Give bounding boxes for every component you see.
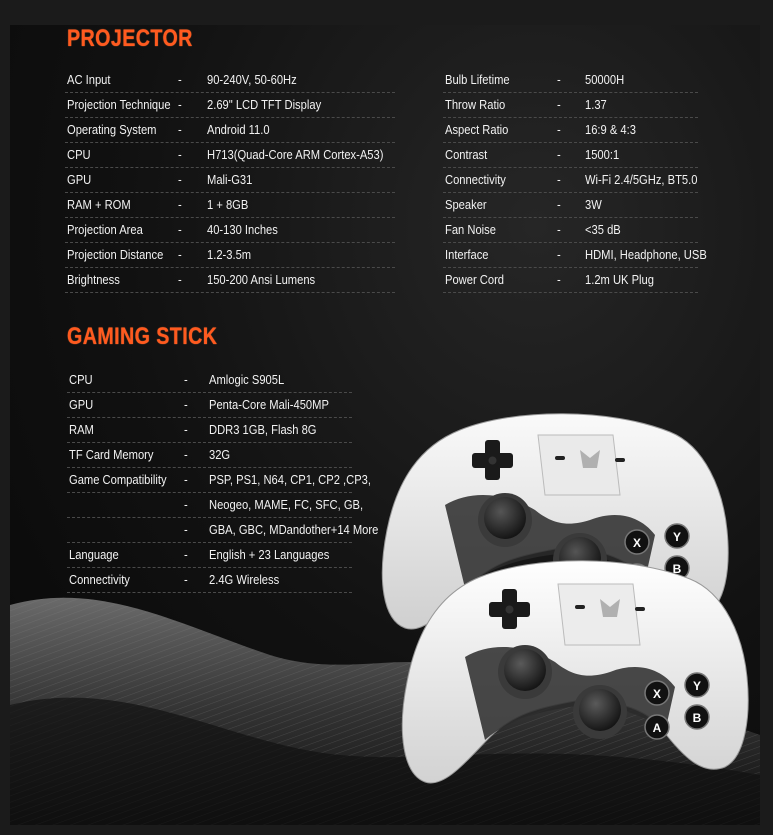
spec-label: Fan Noise bbox=[445, 222, 496, 237]
spec-label: Brightness bbox=[67, 272, 120, 287]
spec-row bbox=[67, 392, 352, 418]
spec-label: GPU bbox=[67, 172, 92, 187]
spec-sep: - bbox=[184, 422, 188, 437]
spec-value: Mali-G31 bbox=[207, 172, 253, 187]
spec-sep: - bbox=[184, 447, 188, 462]
spec-value: Neogeo, MAME, FC, SFC, GB, bbox=[209, 497, 364, 512]
spec-value: Wi-Fi 2.4/5GHz, BT5.0 bbox=[585, 172, 698, 187]
spec-label: Interface bbox=[445, 247, 489, 262]
spec-sep: - bbox=[178, 197, 182, 212]
spec-sep: - bbox=[557, 72, 561, 87]
spec-value: HDMI, Headphone, USB bbox=[585, 247, 707, 262]
spec-sep: - bbox=[184, 497, 188, 512]
spec-value: DDR3 1GB, Flash 8G bbox=[209, 422, 317, 437]
spec-row bbox=[65, 67, 395, 93]
game-controller-front bbox=[395, 557, 750, 792]
spec-value: English + 23 Languages bbox=[209, 547, 330, 562]
spec-sep: - bbox=[557, 247, 561, 262]
spec-sep: - bbox=[557, 222, 561, 237]
spec-label: Throw Ratio bbox=[445, 97, 506, 112]
svg-text:Y: Y bbox=[692, 679, 702, 693]
spec-row bbox=[443, 67, 698, 93]
spec-value: 3W bbox=[585, 197, 602, 212]
spec-value: 1.37 bbox=[585, 97, 607, 112]
spec-sep: - bbox=[557, 172, 561, 187]
spec-sep: - bbox=[178, 247, 182, 262]
spec-sep: - bbox=[184, 547, 188, 562]
projector-heading: PROJECTOR bbox=[67, 25, 193, 52]
spec-value: 2.4G Wireless bbox=[209, 572, 280, 587]
spec-value: 1.2m UK Plug bbox=[585, 272, 654, 287]
spec-value: 1.2-3.5m bbox=[207, 247, 252, 262]
spec-value: 32G bbox=[209, 447, 231, 462]
spec-row bbox=[65, 142, 395, 168]
spec-value: 40-130 Inches bbox=[207, 222, 278, 237]
spec-sep: - bbox=[557, 147, 561, 162]
spec-row bbox=[443, 92, 698, 118]
spec-label: Contrast bbox=[445, 147, 488, 162]
spec-row bbox=[65, 192, 395, 218]
spec-value: 1500:1 bbox=[585, 147, 620, 162]
spec-label: GPU bbox=[69, 397, 94, 412]
svg-text:X: X bbox=[632, 536, 642, 550]
spec-row bbox=[65, 217, 395, 243]
spec-sep: - bbox=[184, 522, 188, 537]
spec-value: 16:9 & 4:3 bbox=[585, 122, 636, 137]
spec-label: Aspect Ratio bbox=[445, 122, 509, 137]
spec-label: AC Input bbox=[67, 72, 111, 87]
spec-value: Penta-Core Mali-450MP bbox=[209, 397, 329, 412]
spec-value: 150-200 Ansi Lumens bbox=[207, 272, 316, 287]
spec-row bbox=[67, 492, 364, 518]
spec-label: Game Compatibility bbox=[69, 472, 167, 487]
spec-row bbox=[65, 242, 395, 268]
spec-row bbox=[67, 367, 352, 393]
spec-row bbox=[67, 542, 352, 568]
spec-row bbox=[443, 267, 698, 293]
svg-text:B: B bbox=[692, 711, 702, 725]
spec-value: 90-240V, 50-60Hz bbox=[207, 72, 297, 87]
spec-sep: - bbox=[178, 172, 182, 187]
spec-label: Projection Area bbox=[67, 222, 143, 237]
spec-row bbox=[443, 142, 698, 168]
svg-text:A: A bbox=[652, 721, 662, 735]
spec-label: Projection Distance bbox=[67, 247, 164, 262]
spec-label: CPU bbox=[67, 147, 91, 162]
spec-label: Speaker bbox=[445, 197, 487, 212]
spec-label: Projection Technique bbox=[67, 97, 171, 112]
spec-sep: - bbox=[184, 572, 188, 587]
spec-sep: - bbox=[184, 372, 188, 387]
svg-text:X: X bbox=[652, 687, 662, 701]
spec-row bbox=[443, 167, 698, 193]
spec-sep: - bbox=[184, 397, 188, 412]
spec-row bbox=[67, 442, 352, 468]
spec-row bbox=[443, 242, 707, 268]
spec-value: GBA, GBC, MDandother+14 More bbox=[209, 522, 379, 537]
spec-value: <35 dB bbox=[585, 222, 621, 237]
spec-label: Connectivity bbox=[69, 572, 130, 587]
spec-sep: - bbox=[178, 122, 182, 137]
spec-value: Amlogic S905L bbox=[209, 372, 285, 387]
spec-label: Operating System bbox=[67, 122, 157, 137]
spec-row bbox=[443, 192, 698, 218]
spec-row bbox=[65, 117, 395, 143]
gaming-stick-heading: GAMING STICK bbox=[67, 323, 218, 350]
spec-label: Connectivity bbox=[445, 172, 506, 187]
svg-text:B: B bbox=[672, 562, 682, 576]
spec-label: Power Cord bbox=[445, 272, 505, 287]
product-spec-panel bbox=[10, 25, 760, 825]
spec-label: TF Card Memory bbox=[69, 447, 154, 462]
spec-sep: - bbox=[184, 472, 188, 487]
spec-label: RAM bbox=[69, 422, 94, 437]
spec-sep: - bbox=[178, 147, 182, 162]
spec-row bbox=[65, 267, 395, 293]
spec-sep: - bbox=[178, 97, 182, 112]
spec-row bbox=[65, 167, 395, 193]
spec-sep: - bbox=[557, 97, 561, 112]
spec-row bbox=[65, 92, 395, 118]
spec-value: 1 + 8GB bbox=[207, 197, 249, 212]
svg-text:Y: Y bbox=[672, 530, 682, 544]
spec-value: 2.69" LCD TFT Display bbox=[207, 97, 322, 112]
spec-value: H713(Quad-Core ARM Cortex-A53) bbox=[207, 147, 384, 162]
spec-row bbox=[443, 117, 698, 143]
spec-sep: - bbox=[557, 272, 561, 287]
spec-label: Bulb Lifetime bbox=[445, 72, 510, 87]
spec-value: 50000H bbox=[585, 72, 625, 87]
spec-sep: - bbox=[557, 122, 561, 137]
spec-row bbox=[67, 517, 379, 543]
spec-label: RAM + ROM bbox=[67, 197, 131, 212]
spec-sep: - bbox=[178, 72, 182, 87]
spec-value: PSP, PS1, N64, CP1, CP2 ,CP3, bbox=[209, 472, 371, 487]
spec-sep: - bbox=[178, 272, 182, 287]
spec-label: CPU bbox=[69, 372, 93, 387]
spec-row bbox=[67, 467, 371, 493]
spec-row bbox=[67, 417, 352, 443]
spec-sep: - bbox=[178, 222, 182, 237]
spec-sep: - bbox=[557, 197, 561, 212]
spec-value: Android 11.0 bbox=[207, 122, 270, 137]
spec-label: Language bbox=[69, 547, 119, 562]
spec-row bbox=[443, 217, 698, 243]
